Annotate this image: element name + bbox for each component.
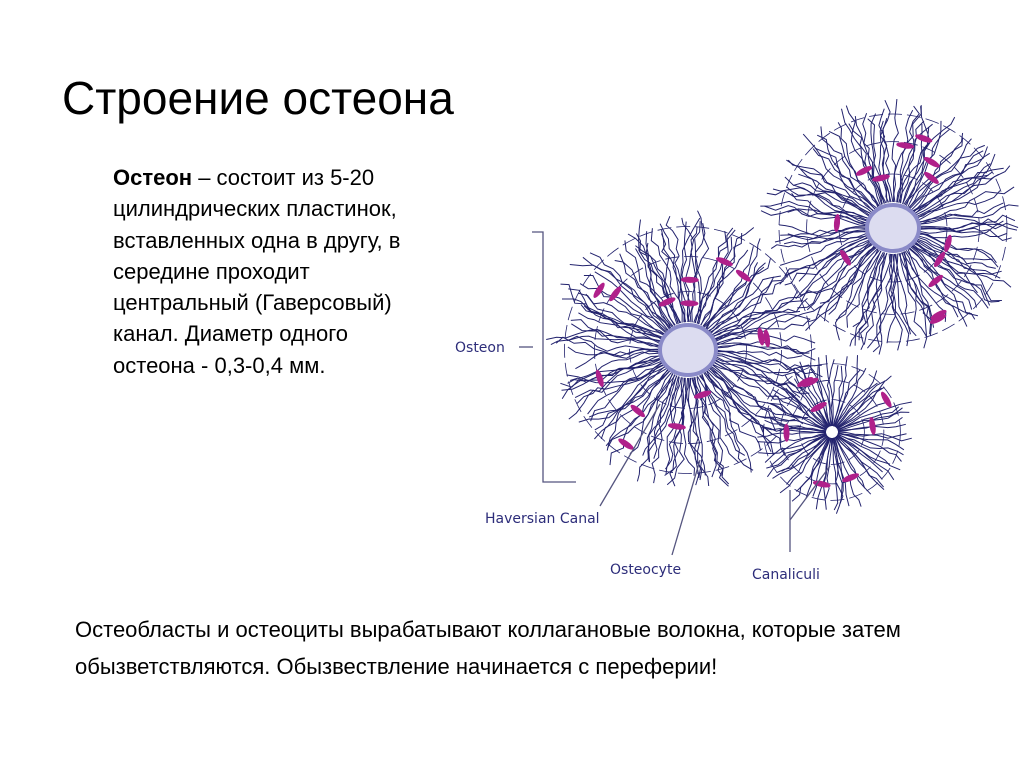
haversian-canal	[660, 325, 716, 375]
haversian-pointer	[600, 404, 660, 506]
osteon-bracket	[532, 232, 576, 482]
canaliculus	[900, 105, 921, 203]
canaliculus	[879, 254, 892, 355]
canaliculus	[779, 225, 867, 235]
slide-title: Строение остеона	[62, 72, 454, 124]
osteocyte-pointer	[672, 460, 700, 555]
osteocyte-cell	[896, 141, 915, 150]
osteocyte-cell	[868, 417, 877, 436]
canaliculus	[842, 109, 883, 205]
canaliculi-label: Canaliculi	[752, 567, 820, 583]
canaliculus	[636, 234, 678, 324]
definition-term: Остеон	[113, 165, 193, 190]
canaliculus	[918, 221, 1003, 238]
canaliculus	[809, 246, 875, 322]
osteocyte-cell	[833, 214, 841, 232]
haversian-canal-label: Haversian Canal	[485, 511, 600, 527]
canaliculus	[836, 249, 878, 320]
canaliculus	[894, 110, 913, 202]
canaliculus	[788, 160, 873, 211]
canaliculus	[699, 376, 760, 451]
canaliculus	[560, 351, 660, 387]
osteocyte-label: Osteocyte	[610, 562, 682, 578]
osteocyte-cell	[879, 390, 893, 409]
canaliculus	[771, 231, 867, 249]
haversian-canal	[867, 205, 919, 251]
canaliculus	[892, 99, 898, 202]
osteon-label: Osteon	[455, 340, 505, 356]
canaliculus	[766, 434, 826, 468]
definition-text: – состоит из 5-20 цилиндрических пластинок, вставленных одна в другу, в середине проходит центральный (Гаверсовый) канал. Диаметр одного остеона - 0,3-0,4 мм.	[113, 165, 401, 378]
canaliculus	[917, 166, 1010, 219]
canaliculi-network	[546, 99, 1018, 514]
bottom-text: Остеобласты и остеоциты вырабатывают коллагановые волокна, которые затем обызветствляются. Обызвествление начинается с переферии!	[75, 617, 901, 679]
